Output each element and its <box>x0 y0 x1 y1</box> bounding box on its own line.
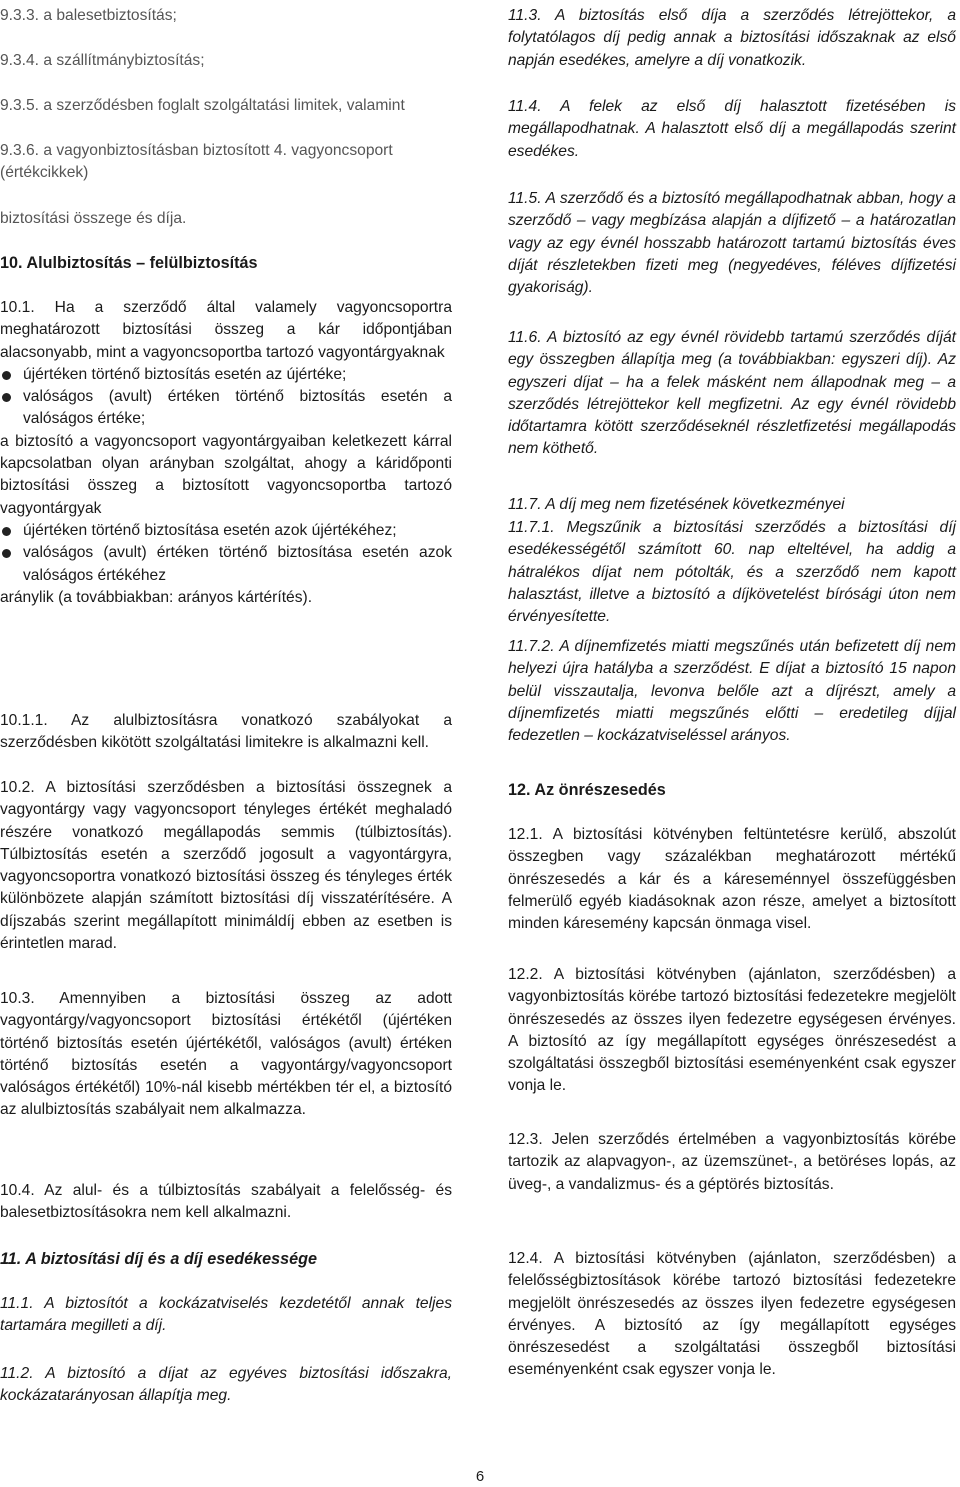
clause-9-3-4: 9.3.4. a szállítmánybiztosítás; <box>0 52 205 69</box>
bullet-icon <box>2 371 11 380</box>
clause-11-1: 11.1. A biztosítót a kockázatviselés kezdetétől annak teljes tartamára megilleti a díj. <box>0 1295 452 1335</box>
section-10-heading: 10. Alulbiztosítás – felülbiztosítás <box>0 254 258 272</box>
section-12-heading: 12. Az önrészesedés <box>508 781 666 799</box>
clause-10-4: 10.4. Az alul- és a túlbiztosítás szabályait a felelősség- és balesetbiztosításokra nem kell alkalmazni. <box>0 1182 452 1222</box>
clause-9-3-5: 9.3.5. a szerződésben foglalt szolgáltatási limitek, valamint <box>0 97 405 114</box>
clause-11-2: 11.2. A biztosító a díjat az egyéves biztosítási időszakra, kockázatarányosan állapítja meg. <box>0 1365 452 1405</box>
clause-10-1 <box>0 297 452 609</box>
clause-11-3: 11.3. A biztosítás első díja a szerződés létrejöttekor, a folytatólagos díj pedig annak a biztosítási időszaknak az első napján esedékes, amelyre a díj vonatkozik. <box>508 7 956 69</box>
clause-12-3: 12.3. Jelen szerződés értelmében a vagyonbiztosítás körébe tartozik az alapvagyon-, az üzemszünet-, a betöréses lopás, az üveg-, a vandalizmus- és a géptörés biztosítás. <box>508 1131 956 1193</box>
clause-11-6: 11.6. A biztosító az egy évnél rövidebb tartamú szerződés díját egy összegben állapítja meg (a továbbiakban: egyszeri díj). Az egyszeri díjat – ha a felek másként nem állapodnak meg – a szerződés létrejöttekor kell megfizetni. Az egy évnél rövidebb időtartamra kötött szerződéseknél részletfizetési megállapodás nem köthető. <box>508 329 956 458</box>
bullet-icon <box>2 549 11 558</box>
list-item: újértéken történő biztosítása esetén azok újértékéhez; <box>0 520 452 542</box>
clause-9-3-6-cont: biztosítási összege és díja. <box>0 210 187 227</box>
clause-11-7-1: 11.7.1. Megszűnik a biztosítási szerződés a biztosítási díj esedékességétől számított 60. nap elteltével, ha addig a hátralékos díjat nem pótolták, és a szerződő nem kapott halasztást, illetve a biztosító a díjkövetelést bírósági úton nem érvényesítette. <box>508 519 956 626</box>
clause-9-3-3: 9.3.3. a balesetbiztosítás; <box>0 7 177 24</box>
bullet-icon <box>2 393 11 402</box>
clause-10-3: 10.3. Amennyiben a biztosítási összeg az adott vagyontárgy/vagyoncsoport biztosítási értékétől (újértéken történő biztosítás esetén újértékétől, valóságos (avult) értéken történő biztosítás esetén a vagyontárgy/vagyoncsoport valóságos értékétől) 10%-nál kisebb mértékben tér el, a biztosító az alulbiztosítás szabályait nem alkalmazza. <box>0 990 452 1119</box>
list-item: valóságos (avult) értéken történő biztosítása esetén azok valóságos értékéhez <box>0 542 452 587</box>
clause-12-1: 12.1. A biztosítási kötvényben feltüntetésre kerülő, abszolút összegben vagy százalékban meghatározott mértékű önrészesedés a kár és a káreseménnyel összefüggésben felmerülő egyéb kiadásoknak azon része, amelyet a biztosított minden káresemény kapcsán önmaga visel. <box>508 826 956 933</box>
clause-11-7-2: 11.7.2. A díjnemfizetés miatti megszűnés után befizetett díj nem helyezi újra hatályba a szerződést. E díjat a biztosító 15 napon belül visszautalja, levonva belőle azt a díjrészt, amely a díjnemfizetés miatti megszűnés előtti – eredetileg díjjal fedezetlen – kockázatviseléssel arányos. <box>508 638 956 745</box>
list-item: újértéken történő biztosítás esetén az újértéke; <box>0 364 452 386</box>
section-11-heading: 11. A biztosítási díj és a díj esedékessége <box>0 1250 317 1268</box>
bullet-icon <box>2 527 11 536</box>
clause-10-1-end: aránylik (a továbbiakban: arányos kártérítés). <box>0 588 313 606</box>
clause-11-7-heading: 11.7. A díj meg nem fizetésének következményei <box>508 496 845 513</box>
clause-10-1-1: 10.1.1. Az alulbiztosításra vonatkozó szabályokat a szerződésben kikötött szolgáltatási limitekre is alkalmazni kell. <box>0 712 452 752</box>
clause-10-2: 10.2. A biztosítási szerződésben a biztosítási összegnek a vagyontárgy vagy vagyoncsoport tényleges értékét meghaladó részére vonatkozó megállapodás semmis (túlbiztosítás). Túlbiztosítás esetén a szerződő jogosult a vagyontárgyra, vagyoncsoportra vonatkozó biztosítási összeg és tényleges érték különbözete alapján számított biztosítási díj visszatérítésére. A díjszabás szerint megállapított minimáldíj ebben az esetben is érintetlen marad. <box>0 779 452 953</box>
clause-9-3-6: 9.3.6. a vagyonbiztosításban biztosított 4. vagyoncsoport (értékcikkek) <box>0 142 393 182</box>
clause-10-1-intro: 10.1. Ha a szerződő által valamely vagyoncsoportra meghatározott biztosítási összeg a kár időpontjában alacsonyabb, mint a vagyoncsoportba tartozó vagyontárgyaknak <box>0 299 452 361</box>
page-number: 6 <box>475 1468 485 1485</box>
clause-12-2: 12.2. A biztosítási kötvényben (ajánlaton, szerződésben) a vagyonbiztosítás körébe tartozó biztosítási fedezetekre megjelölt önrészesedés az összes ilyen fedezetre egységesen érvényes. A biztosító az így megállapított egységes önrészesedést a szolgáltatási összegből biztosítási eseményenként csak egyszer vonja le. <box>508 966 956 1095</box>
clause-10-1-middle: a biztosító a vagyoncsoport vagyontárgyaiban keletkezett kárral kapcsolatban olyan arányban szolgáltat, ahogy a káridőponti biztosítási összeg a biztosított vagyoncsoportba tartozó vagyontárgyak <box>0 432 452 517</box>
clause-11-5: 11.5. A szerződő és a biztosító megállapodhatnak abban, hogy a szerződő – vagy megbízása alapján a díjfizető – a határozatlan vagy az egy évnél hosszabb határozott tartamú biztosítás éves díját részletekben fizeti meg (negyedéves, féléves díjfizetési gyakoriság). <box>508 190 956 297</box>
list-item: valóságos (avult) értéken történő biztosítás esetén a valóságos értéke; <box>0 386 452 431</box>
clause-12-4: 12.4. A biztosítási kötvényben (ajánlaton, szerződésben) a felelősségbiztosítások körébe tartozó biztosítási fedezetekre megjelölt önrészesedés az összes ilyen fedezetre egységesen érvényes. A biztosító az így megállapított egységes önrészesedést a szolgáltatási összegből biztosítási eseményenként csak egyszer vonja le. <box>508 1250 956 1379</box>
clause-11-4: 11.4. A felek az első díj halasztott fizetésében is megállapodhatnak. A halasztott első díj a megállapodás szerint esedékes. <box>508 98 956 160</box>
